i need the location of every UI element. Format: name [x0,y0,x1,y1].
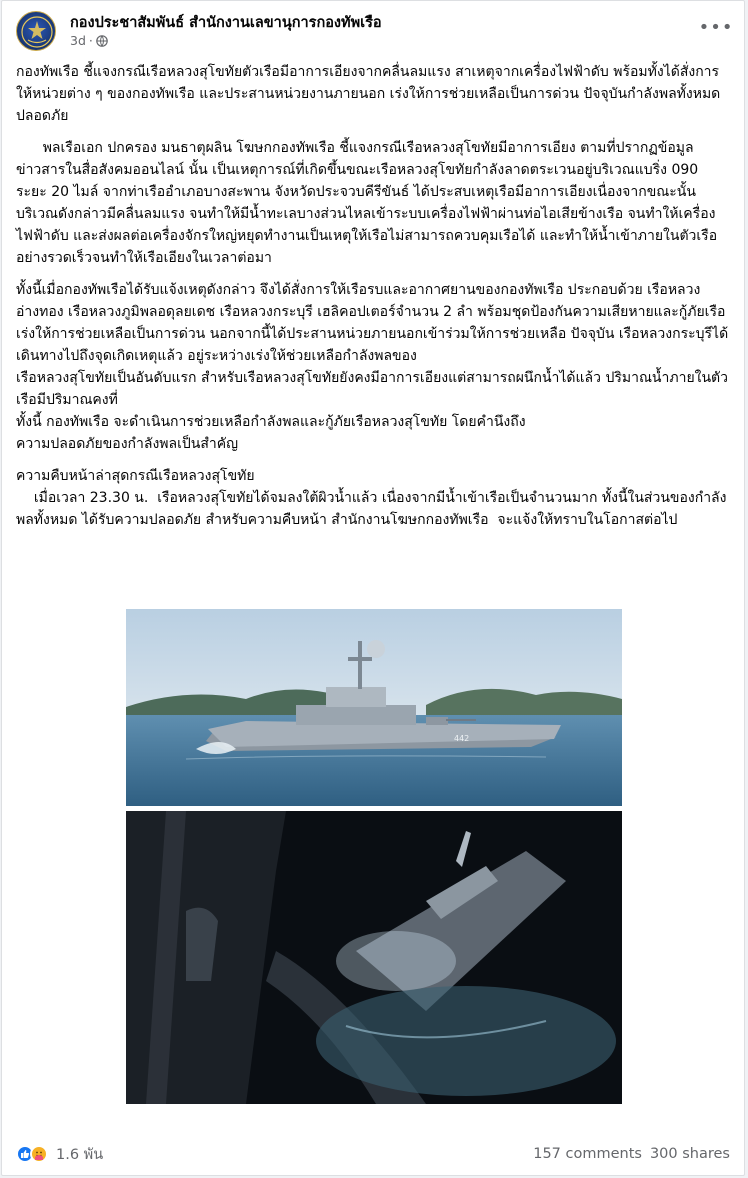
warship-daylight-image [126,609,622,806]
globe-icon [96,35,108,47]
post-text [16,61,732,531]
post-header [16,11,734,55]
page-avatar[interactable] [16,11,56,51]
engagement-stats [533,1146,730,1162]
reaction-summary[interactable] [16,1143,103,1166]
post-card [1,0,745,1176]
warship-night-image [126,811,622,1104]
page-name-link[interactable]: กองประชาสัมพันธ์ สำนักงานเลขานุการกองทัพเรือ [70,15,382,31]
post-paragraph-2: พลเรือเอก ปกครอง มนธาตุผลิน โฆษกกองทัพเรือ ชี้แจงกรณีเรือหลวงสุโขทัยมีอาการเอียง ตามที่ปรากฏข้อมูลข่าวสารในสื่อสังคมออนไลน์ นั้น เป็นเหตุการณ์ที่เกิดขึ้นขณะเรือหลวงสุโขทัยกำลังลาดตระเวนอยู่บริเวณแบริ่ง 090 ระยะ 20 ไมล์ จากท่าเรืออำเภอบางสะพาน จังหวัดประจวบคีรีขันธ์ ได้ประสบเหตุเรือมีอาการเอียงเนื่องจากขณะนั้นบริเวณดังกล่าวมีคลื่นลมแรง จนทำให้มีน้ำทะเลบางส่วนไหลเข้าระบบเครื่องไฟฟ้าผ่านท่อไอเสียข้างเรือ จนทำให้เครื่องไฟฟ้าดับ และส่งผลต่อเครื่องจักรใหญ่หยุดทำงานเป็นเหตุให้เรือไม่สามารถควบคุมเรือได้ และทำให้น้ำเข้าภายในตัวเรืออย่างรวดเร็วจนทำให้เรือเอียงในเวลาต่อมา [16,140,718,266]
hull-number-label: 442 [454,734,470,743]
photo-ship-listing-night [126,811,622,1104]
photo-ship-at-sea [126,609,622,806]
post-photo[interactable] [2,589,744,1119]
shares-count-link[interactable]: 300 shares [649,1146,730,1162]
meta-separator: · [88,33,93,48]
more-options-button[interactable]: ••• [698,16,734,38]
post-paragraph-4: ความคืบหน้าล่าสุดกรณีเรือหลวงสุโขทัย เมื่อเวลา 23.30 น. เรือหลวงสุโขทัยได้จมลงใต้ผิวน้ำแล้ว เนื่องจากมีน้ำเข้าเรือเป็นจำนวนมาก ทั้งนี้ในส่วนของกำลังพลทั้งหมด ได้รับความปลอดภัย สำหรับความคืบหน้า สำนักงานโฆษกกองทัพเรือ จะแจ้งให้ทราบในโอกาสต่อไป [16,468,727,528]
post-timestamp[interactable]: 3d [70,33,86,48]
reaction-icons [16,1145,48,1163]
reaction-count[interactable]: 1.6 พัน [56,1146,104,1163]
post-footer [16,1141,730,1167]
post-meta [70,33,108,48]
post-paragraph-3: ทั้งนี้เมื่อกองทัพเรือได้รับแจ้งเหตุดังกล่าว จึงได้สั่งการให้เรือรบและอากาศยานของกองทัพเรือ ประกอบด้วย เรือหลวงอ่างทอง เรือหลวงภูมิพลอดุลยเดช เรือหลวงกระบุรี เฮลิคอปเตอร์จำนวน 2 ลำ พร้อมชุดป้องกันความเสียหายและกู้ภัยเรือ เร่งให้การช่วยเหลือเป็นการด่วน นอกจากนี้ได้ประสานหน่วยภายนอกเข้าร่วมให้การช่วยเหลือ ปัจจุบัน เรือหลวงกระบุรีได้เดินทางไปถึงจุดเกิดเหตุแล้ว อยู่ระหว่างเร่งให้ช่วยเหลือกำลังพลของ เรือหลวงสุโขทัยเป็นอันดับแรก สำหรับเรือหลวงสุโขทัยยังคงมีอาการเอียงแต่สามารถผนึกน้ำได้แล้ว ปริมาณน้ำภายในตัวเรือมีปริมาณคงที่ ทั้งนี้ กองทัพเรือ จะดำเนินการช่วยเหลือกำลังพลและกู้ภัยเรือหลวงสุโขทัย โดยคำนึงถึง ความปลอดภัยของกำลังพลเป็นสำคัญ [16,282,729,452]
navy-emblem-icon [17,12,56,51]
care-reaction-icon [30,1145,48,1163]
post-paragraph-1: กองทัพเรือ ชี้แจงกรณีเรือหลวงสุโขทัยตัวเรือมีอาการเอียงจากคลื่นลมแรง สาเหตุจากเครื่องไฟฟ้าดับ พร้อมทั้งได้สั่งการให้หน่วยต่าง ๆ ของกองทัพเรือ และประสานหน่วยงานภายนอก เร่งให้การช่วยเหลือเป็นการด่วน ปัจจุบันกำลังพลทั้งหมดปลอดภัย [16,64,721,124]
comments-count-link[interactable]: 157 comments [533,1146,642,1162]
